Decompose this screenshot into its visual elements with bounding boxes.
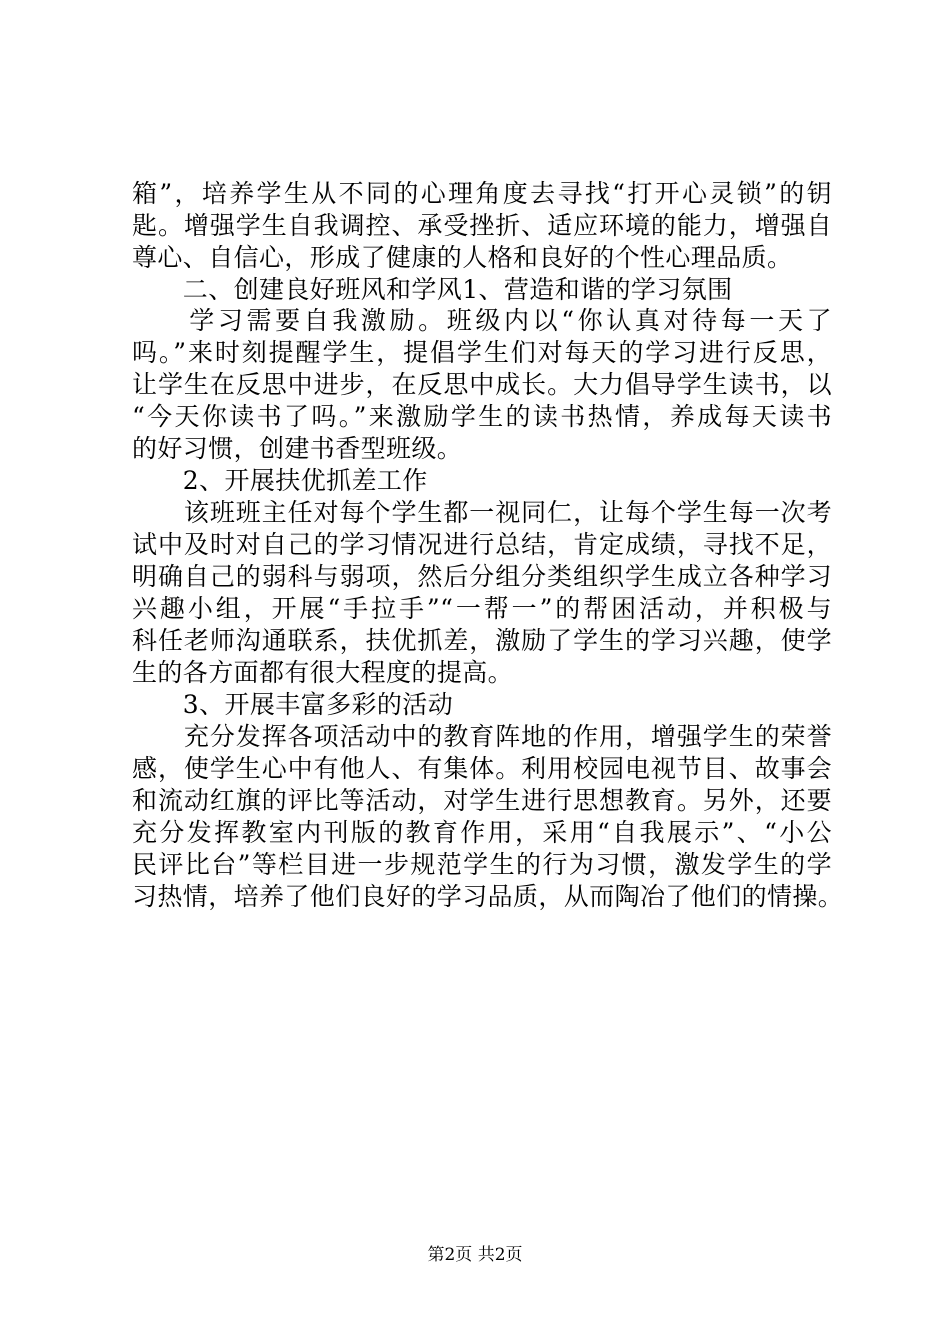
- section-heading: 2、开展扶优抓差工作: [132, 466, 428, 495]
- body-text-line: 的好习惯，创建书香型班级。: [132, 434, 463, 463]
- body-text-line: 匙。增强学生自我调控、承受挫折、适应环境的能力，增强自: [132, 211, 832, 240]
- page-number-footer: 第2页 共2页: [427, 1245, 523, 1265]
- body-text-line: 民评比台”等栏目进一步规范学生的行为习惯，激发学生的学: [132, 850, 832, 879]
- body-text-line: 试中及时对自己的学习情况进行总结，肯定成绩，寻找不足，: [132, 530, 832, 559]
- body-text-line: 该班班主任对每个学生都一视同仁，让每个学生每一次考: [132, 498, 832, 527]
- body-text-line: “今天你读书了吗。”来激励学生的读书热情，养成每天读书: [132, 402, 832, 431]
- body-text-line: 尊心、自信心，形成了健康的人格和良好的个性心理品质。: [132, 243, 793, 272]
- body-text-line: 充分发挥各项活动中的教育阵地的作用，增强学生的荣誉: [132, 722, 832, 751]
- section-heading: 二、创建良好班风和学风1、营造和谐的学习氛围: [132, 275, 733, 304]
- body-text-line: 吗。”来时刻提醒学生，提倡学生们对每天的学习进行反思，: [132, 338, 832, 367]
- body-text-line: 让学生在反思中进步，在反思中成长。大力倡导学生读书，以: [132, 370, 832, 399]
- body-text-line: 明确自己的弱科与弱项，然后分组分类组织学生成立各种学习: [132, 562, 832, 591]
- body-text-line: 生的各方面都有很大程度的提高。: [132, 658, 514, 687]
- body-text-line: 习热情，培养了他们良好的学习品质，从而陶冶了他们的情操。: [132, 882, 844, 911]
- body-text-line: 和流动红旗的评比等活动，对学生进行思想教育。另外，还要: [132, 786, 832, 815]
- body-text-line: 科任老师沟通联系，扶优抓差，激励了学生的学习兴趣，使学: [132, 626, 832, 655]
- section-heading: 3、开展丰富多彩的活动: [132, 690, 454, 719]
- body-text-line: 箱”，培养学生从不同的心理角度去寻找“打开心灵锁”的钥: [132, 179, 832, 208]
- body-text-line: 感，使学生心中有他人、有集体。利用校园电视节目、故事会: [132, 754, 832, 783]
- body-text-line: 学习需要自我激励。班级内以“你认真对待每一天了: [132, 306, 832, 335]
- body-text-line: 兴趣小组，开展“手拉手”“一帮一”的帮困活动，并积极与: [132, 594, 832, 623]
- body-text-line: 充分发挥教室内刊版的教育作用，采用“自我展示”、“小公: [132, 818, 832, 847]
